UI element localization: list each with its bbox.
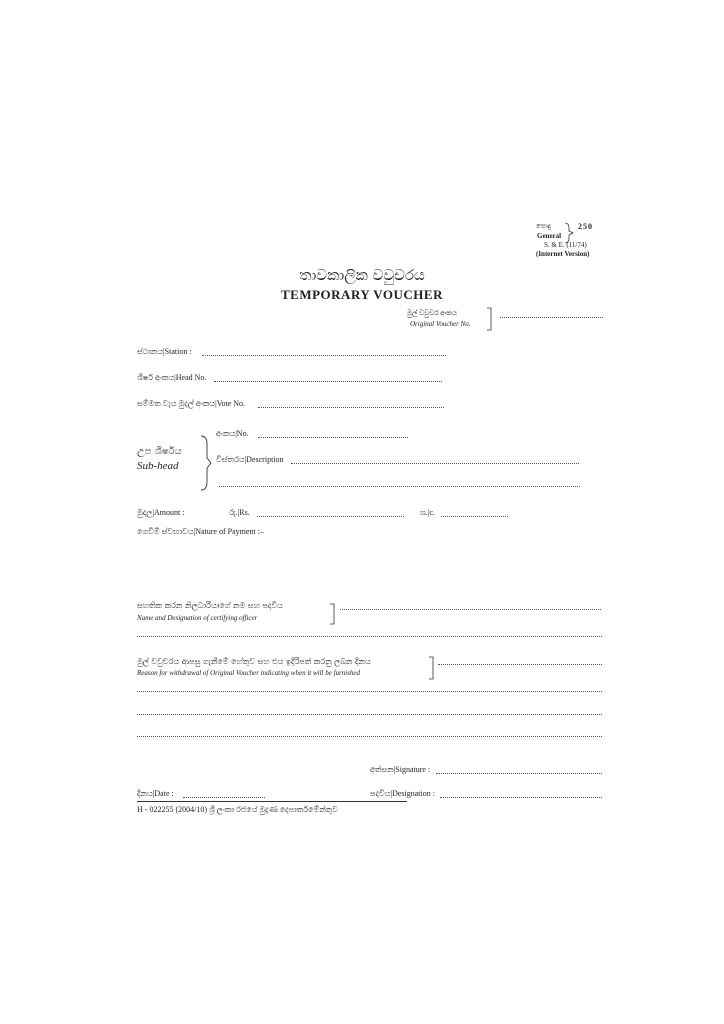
vote-no-field[interactable] xyxy=(258,407,444,408)
signature-label: අත්සන|Signature : xyxy=(370,765,431,774)
cts-label: ශ.|c. xyxy=(420,508,435,517)
vote-no-label: සම්මත වැය මුදල් අංකය|Vote No. xyxy=(137,399,246,408)
form-code-sinhala: පොදු xyxy=(536,222,551,230)
designation-label: පදවිය|Designation : xyxy=(370,789,435,798)
withdrawal-english: Reason for withdrawal of Original Voucher indicating when it will be furnished xyxy=(137,669,361,677)
form-code-se: S. & E. (11/74) xyxy=(544,241,587,249)
sub-head-english: Sub-head xyxy=(137,460,179,472)
cts-field[interactable] xyxy=(441,516,508,517)
certifying-sinhala: සහතික කරන නිලධාරියාගේ නම සහ පදවිය xyxy=(137,601,283,610)
station-label: ස්ථානය|Station : xyxy=(137,347,192,356)
withdrawal-field-2[interactable] xyxy=(137,691,602,692)
signature-field[interactable] xyxy=(436,773,602,774)
original-voucher-bracket xyxy=(486,307,494,331)
nature-of-payment-label: ගෙවීම් ස්වභාවය|Nature of Payment :– xyxy=(137,527,264,536)
withdrawal-field-4[interactable] xyxy=(137,736,602,737)
head-no-label: ශීර්ෂ අංකය|Head No. xyxy=(137,373,207,382)
form-code-general: General xyxy=(537,232,562,240)
withdrawal-sinhala: මුල් වවුචරය ආපසු ගැනීමේ හේතුව සහ එය ඉදිරිපත් කරනු ලබන දිනය xyxy=(137,657,371,666)
footer-divider xyxy=(137,801,407,802)
sub-head-brace xyxy=(199,434,213,492)
designation-field[interactable] xyxy=(440,797,602,798)
withdrawal-field[interactable] xyxy=(438,664,602,665)
form-code-version: (Internet Version) xyxy=(536,250,590,258)
original-voucher-english: Original Voucher No. xyxy=(410,320,471,328)
date-label: දිනය|Date : xyxy=(137,789,174,798)
original-voucher-field[interactable] xyxy=(500,317,603,318)
title-sinhala: තාවකාලික වවුචරය xyxy=(299,266,425,284)
date-field[interactable] xyxy=(183,797,265,798)
sub-head-sinhala: උප ශීර්ෂය xyxy=(137,446,182,457)
rs-field[interactable] xyxy=(257,516,404,517)
amount-label: මුදල|Amount : xyxy=(137,508,185,517)
description-field-2[interactable] xyxy=(219,486,580,487)
certifying-field[interactable] xyxy=(340,609,601,610)
no-field[interactable] xyxy=(258,437,408,438)
description-label: විස්තරය|Description xyxy=(216,455,284,464)
no-label: අංකය|No. xyxy=(216,429,249,438)
withdrawal-field-3[interactable] xyxy=(137,714,602,715)
head-no-field[interactable] xyxy=(214,381,442,382)
form-code-number: 250 xyxy=(578,222,593,231)
station-field[interactable] xyxy=(202,355,446,356)
rs-label: රු.|Rs. xyxy=(229,508,250,517)
certifying-field-2[interactable] xyxy=(137,636,602,637)
description-field[interactable] xyxy=(291,463,579,464)
withdrawal-bracket xyxy=(428,656,436,680)
certifying-bracket xyxy=(329,603,337,625)
certifying-english: Name and Designation of certifying officer xyxy=(137,614,258,622)
original-voucher-sinhala: මුල් වවුචර අංකය xyxy=(407,309,458,317)
title-english: TEMPORARY VOUCHER xyxy=(281,287,443,302)
footer-print-code: H - 022255 (2004/10) ශ්‍රී ලංකා රජයේ මුද්‍රණ දෙපාර්තමේන්තුව xyxy=(137,805,339,814)
